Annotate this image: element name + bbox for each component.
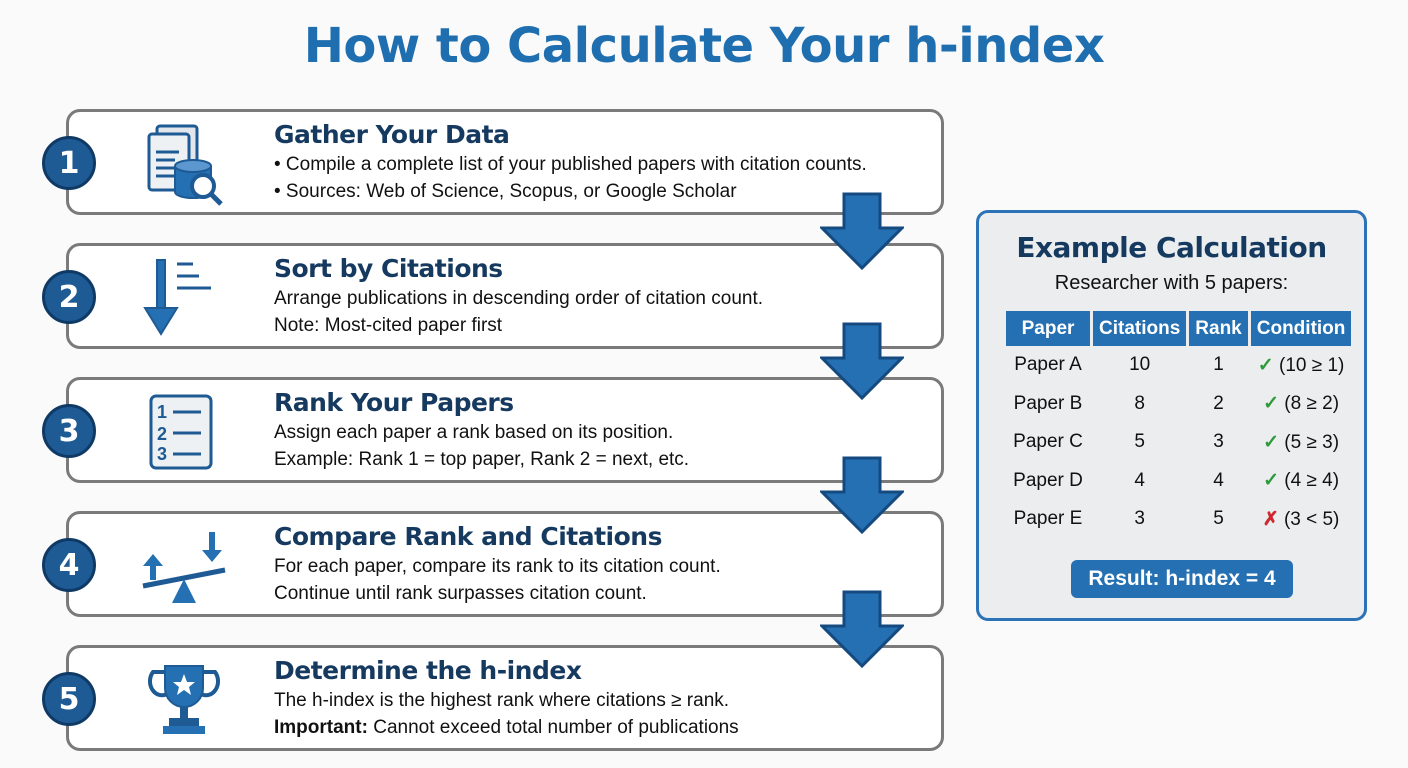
column-header: Rank [1189,311,1247,346]
check-icon: ✓ [1263,470,1279,492]
step-text: • Sources: Web of Science, Scopus, or Google Scholar [274,181,737,202]
condition-text: (8 ≥ 2) [1284,393,1340,415]
important-label: Important: [274,717,368,738]
column-header: Paper [1006,311,1090,346]
step-text: Assign each paper a rank based on its position. [274,422,674,443]
step-number-badge: 5 [42,672,96,726]
rank-cell: 2 [1213,392,1224,414]
example-table [1003,311,1354,539]
table-row [1006,462,1351,501]
citations-cell: 8 [1134,392,1145,414]
step-title: Determine the h-index [274,656,582,685]
step-3-card [58,377,944,483]
citations-cell: 5 [1134,431,1145,453]
step-2-card [58,243,944,349]
cross-icon: ✗ [1262,508,1279,530]
table-row [1006,500,1351,539]
trophy-icon [139,658,229,742]
rank-cell: 5 [1213,508,1224,530]
column-header: Condition [1251,311,1352,346]
condition-text: (5 ≥ 3) [1284,431,1340,453]
step-text: Example: Rank 1 = top paper, Rank 2 = next, etc. [274,449,690,470]
citations-cell: 4 [1134,469,1145,491]
step-text: For each paper, compare its rank to its citation count. [274,556,721,577]
documents-database-search-icon [139,122,229,206]
rank-cell: 4 [1213,469,1224,491]
step-title: Compare Rank and Citations [274,522,662,551]
important-text: Cannot exceed total number of publications [367,717,739,738]
table-header-row [1006,311,1351,346]
rank-cell: 3 [1213,431,1224,453]
ranked-list-icon [139,390,229,474]
result-badge: Result: h-index = 4 [1071,560,1293,598]
citations-cell: 10 [1129,354,1151,376]
panel-title: Example Calculation [1016,231,1327,264]
step-4-card [58,511,944,617]
balance-compare-icon [139,524,229,608]
svg-text:3: 3 [157,444,168,464]
condition-text: (4 ≥ 4) [1284,470,1340,492]
step-5-card [58,645,944,751]
check-icon: ✓ [1263,393,1279,415]
paper-cell: Paper A [1014,354,1082,376]
condition-cell [1251,500,1352,539]
condition-cell [1251,385,1352,424]
svg-text:2: 2 [157,424,168,444]
down-arrow-icon [820,456,904,534]
rank-cell: 1 [1213,354,1224,376]
page-title: How to Calculate Your h-index [303,18,1105,74]
condition-cell [1251,462,1352,501]
check-icon: ✓ [1257,354,1274,376]
paper-cell: Paper B [1013,392,1083,414]
column-header: Citations [1093,311,1186,346]
down-arrow-icon [820,590,904,668]
step-text: • Compile a complete list of your published papers with citation counts. [274,154,867,175]
table-row [1006,385,1351,424]
down-arrow-icon [820,192,904,270]
condition-text: (3 < 5) [1283,508,1340,530]
step-text: Continue until rank surpasses citation count. [274,583,647,604]
step-1-card [58,109,944,215]
citations-cell: 3 [1134,508,1145,530]
step-text: The h-index is the highest rank where citations ≥ rank. [274,690,730,711]
down-arrow-icon [820,322,904,400]
step-number-badge: 1 [42,136,96,190]
table-row [1006,346,1351,385]
step-text: Note: Most-cited paper first [274,315,503,336]
step-number-badge: 2 [42,270,96,324]
paper-cell: Paper C [1013,431,1083,453]
condition-cell [1251,346,1352,385]
step-title: Sort by Citations [274,254,503,283]
step-text [274,714,739,741]
step-title: Rank Your Papers [274,388,514,417]
step-title: Gather Your Data [274,120,510,149]
step-number-badge: 3 [42,404,96,458]
paper-cell: Paper E [1013,508,1083,530]
svg-text:1: 1 [157,402,168,422]
step-text: Arrange publications in descending order of citation count. [274,288,764,309]
paper-cell: Paper D [1013,469,1083,491]
step-number-badge: 4 [42,538,96,592]
panel-subtitle: Researcher with 5 papers: [1054,272,1289,294]
check-icon: ✓ [1263,431,1279,453]
condition-cell [1251,423,1352,462]
example-calculation-panel [976,210,1367,621]
sort-descending-icon [139,256,229,340]
condition-text: (10 ≥ 1) [1279,354,1345,376]
table-row [1006,423,1351,462]
